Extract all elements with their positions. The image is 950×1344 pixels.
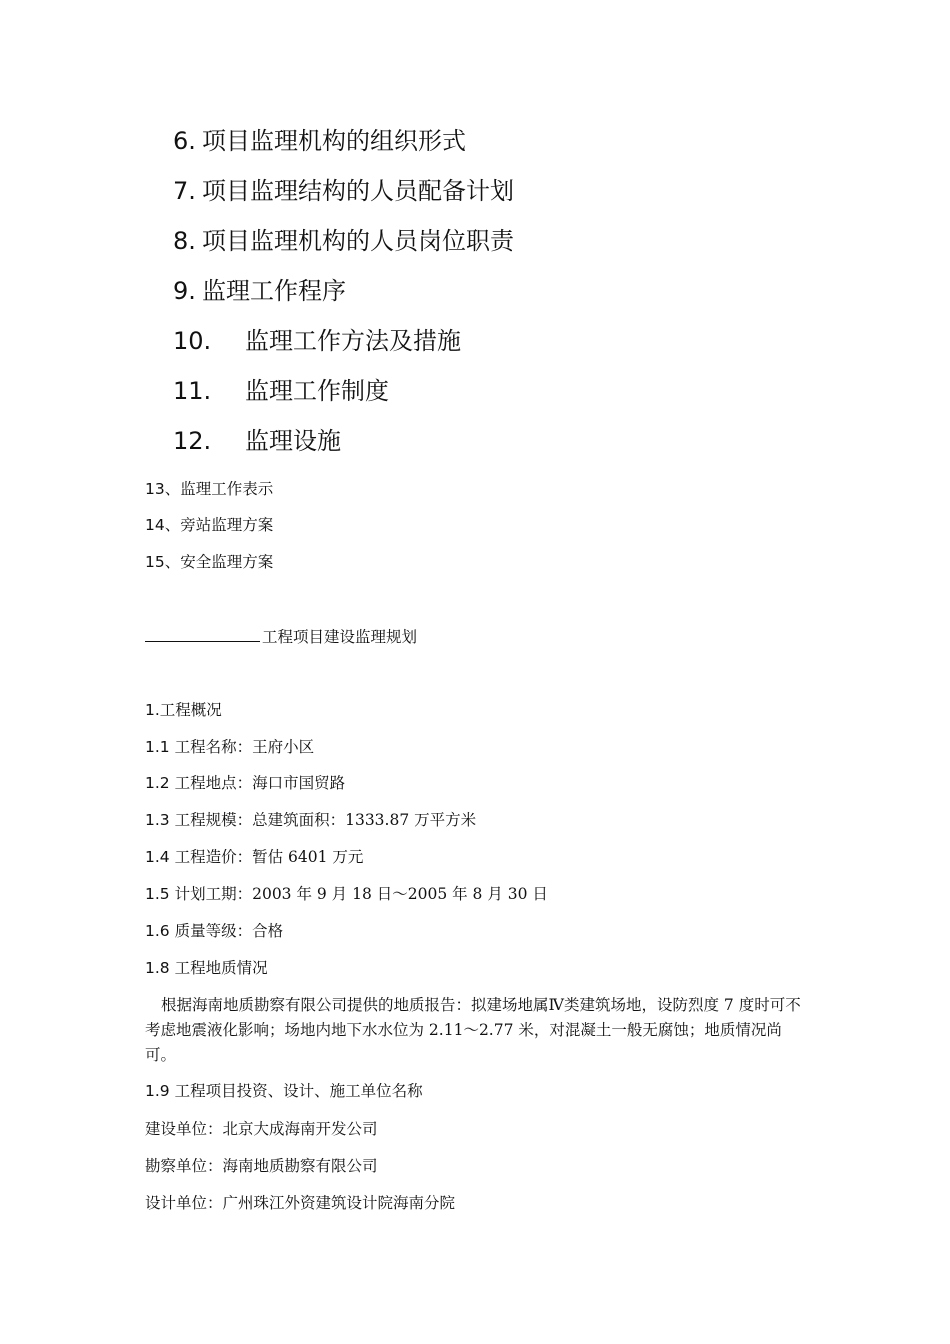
toc-item <box>173 418 514 468</box>
section-heading <box>145 699 222 721</box>
units-heading-number: 1.9 <box>145 1082 170 1100</box>
toc-item <box>173 118 514 168</box>
field-row <box>145 809 476 831</box>
toc-item-number: 6. <box>173 127 196 155</box>
units-heading <box>145 1080 423 1102</box>
field-text: 工程地质情况 <box>174 959 268 977</box>
document-title <box>145 626 417 648</box>
field-text: 工程造价：暂估 6401 万元 <box>174 848 364 866</box>
field-text: 计划工期：2003 年 9 月 18 日～2005 年 8 月 30 日 <box>174 885 548 903</box>
toc-small-number: 13 <box>145 480 165 498</box>
field-row <box>145 846 363 868</box>
toc-item-text: 项目监理机构的组织形式 <box>202 127 466 155</box>
toc-item-text: 监理设施 <box>245 427 341 455</box>
toc-item-number: 8. <box>173 227 196 255</box>
title-blank-line <box>145 626 260 642</box>
toc-item <box>173 268 514 318</box>
field-row <box>145 736 314 758</box>
field-number: 1.1 <box>145 738 170 756</box>
toc-small-text: 、安全监理方案 <box>164 553 274 571</box>
toc-small-text: 、旁站监理方案 <box>164 516 274 534</box>
toc-item-text: 监理工作程序 <box>202 277 346 305</box>
toc-small-text: 、监理工作表示 <box>164 480 274 498</box>
geology-paragraph: 根据海南地质勘察有限公司提供的地质报告：拟建场地属Ⅳ类建筑场地，设防烈度 7 度时可不考虑地震液化影响；场地内地下水水位为 2.11～2.77 米，对混凝土一般无腐蚀；地质情况尚可。 <box>145 996 801 1064</box>
toc-item-text: 监理工作制度 <box>245 377 389 405</box>
section-heading-text: 工程概况 <box>159 701 222 719</box>
toc-item-text: 项目监理结构的人员配备计划 <box>202 177 514 205</box>
toc-item <box>173 168 514 218</box>
toc-item-text: 监理工作方法及措施 <box>245 327 461 355</box>
field-row <box>145 883 548 905</box>
field-text: 工程规模：总建筑面积：1333.87 万平方米 <box>174 811 477 829</box>
toc-item-number: 12. <box>173 427 212 455</box>
field-text: 质量等级：合格 <box>174 922 284 940</box>
document-title-text: 工程项目建设监理规划 <box>262 628 418 646</box>
toc-item <box>173 318 514 368</box>
field-number: 1.2 <box>145 774 170 792</box>
field-number: 1.6 <box>145 922 170 940</box>
unit-row: 勘察单位：海南地质勘察有限公司 <box>145 1157 378 1175</box>
field-number: 1.8 <box>145 959 170 977</box>
toc-item <box>173 218 514 268</box>
toc-small-number: 14 <box>145 516 165 534</box>
toc-small-item <box>145 514 273 536</box>
field-text: 工程名称：王府小区 <box>174 738 315 756</box>
toc-small-item <box>145 478 273 500</box>
toc-item-number: 9. <box>173 277 196 305</box>
field-number: 1.5 <box>145 885 170 903</box>
section-heading-number: 1. <box>145 701 160 719</box>
unit-row: 建设单位：北京大成海南开发公司 <box>145 1120 378 1138</box>
toc-item <box>173 368 514 418</box>
toc-item-number: 11. <box>173 377 212 405</box>
field-number: 1.3 <box>145 811 170 829</box>
unit-row: 设计单位：广州珠江外资建筑设计院海南分院 <box>145 1194 456 1212</box>
toc-item-number: 10. <box>173 327 212 355</box>
toc-small-number: 15 <box>145 553 165 571</box>
field-number: 1.4 <box>145 848 170 866</box>
field-row <box>145 772 345 794</box>
toc-large-list <box>173 118 514 468</box>
toc-item-text: 项目监理机构的人员岗位职责 <box>202 227 514 255</box>
field-text: 工程地点：海口市国贸路 <box>174 774 346 792</box>
field-row <box>145 920 283 942</box>
toc-item-number: 7. <box>173 177 196 205</box>
field-row <box>145 957 268 979</box>
units-heading-text: 工程项目投资、设计、施工单位名称 <box>174 1082 423 1100</box>
toc-small-item <box>145 551 273 573</box>
